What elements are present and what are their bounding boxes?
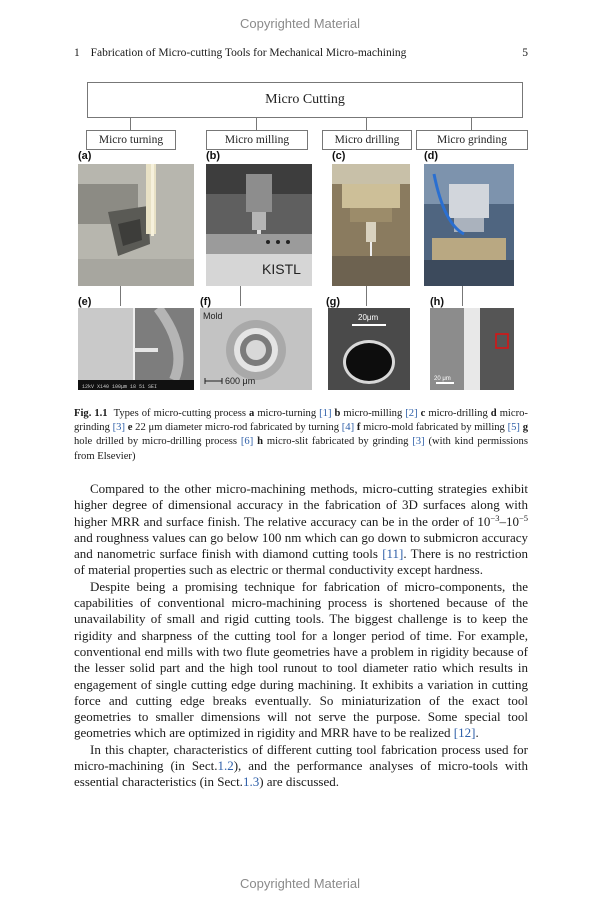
drilling-machine-illustration bbox=[332, 164, 410, 286]
mold-scale-text: 600 μm bbox=[225, 376, 256, 386]
caption-letter: c bbox=[420, 408, 426, 419]
drilled-hole-illustration bbox=[328, 308, 410, 390]
text-run: and roughness values can go below 100 nm which can go down to submicron accuracy and nanometric surface finish with diamond cutting tools bbox=[74, 529, 528, 562]
panel-label-a: (a) bbox=[78, 150, 92, 162]
connector bbox=[240, 286, 241, 306]
category-micro-drilling: Micro drilling bbox=[322, 130, 412, 150]
body-text bbox=[74, 481, 528, 791]
photo-drilled-hole bbox=[328, 308, 410, 390]
micro-slit-illustration bbox=[430, 308, 514, 390]
section-link[interactable]: 1.2 bbox=[217, 758, 234, 774]
citation-link[interactable]: [2] bbox=[405, 408, 418, 419]
caption-text: micro-turning bbox=[257, 408, 317, 419]
caption-text: micro-drilling bbox=[428, 408, 488, 419]
caption-letter: b bbox=[334, 408, 341, 419]
photo-micro-rod bbox=[78, 308, 194, 390]
sem-scalebar-text: 12kV X140 100μm 18 51 SEI bbox=[82, 384, 158, 390]
citation-link[interactable]: [3] bbox=[412, 436, 425, 448]
text-run: In this chapter, characteristics of different cutting tool fabrication process used for micro-machining (in Sect. bbox=[74, 741, 528, 774]
superscript: −5 bbox=[518, 512, 528, 523]
micro-mold-illustration bbox=[200, 308, 312, 390]
text-run: Despite being a promising technique for fabrication of micro-components, the capabilities of conventional micro-machining process is shortened because of the unavailability of small and rigid cutting tools. The biggest challenge is to keep the rigidity and sharpness of the cutting tool for a longer period of time. For example, conventional end mills with two flute geometries have a problem in rigidity because of the lesser solid part and the high tool runout to tool diameter ratio which results in engagement of single cutting edge during machining. It exhibits a variation in cutting force and cutting edge breaks eventually. So miniaturization of the exact tool geometries to smaller dimensions will not serve the purpose. Some special tool geometries which are optimized in rigidity and MRR have to be realized bbox=[74, 578, 528, 741]
milling-machine-illustration bbox=[206, 164, 312, 286]
citation-link[interactable]: [11] bbox=[382, 546, 404, 562]
caption-letter: f bbox=[356, 422, 361, 434]
text-run: ) are discussed. bbox=[259, 774, 339, 790]
caption-text: micro-grinding bbox=[74, 408, 528, 434]
text-run: . bbox=[475, 725, 479, 741]
photo-micro-drilling bbox=[332, 164, 410, 286]
photo-micro-mold bbox=[200, 308, 312, 390]
caption-text: micro-slit fabricated by grinding bbox=[266, 436, 409, 448]
connector bbox=[366, 117, 367, 130]
panel-label-g: (g) bbox=[326, 296, 341, 308]
caption-text: micro-milling bbox=[343, 408, 403, 419]
grinding-machine-illustration bbox=[424, 164, 514, 286]
photo-micro-slit bbox=[430, 308, 514, 390]
caption-letter: a bbox=[249, 408, 255, 419]
section-link[interactable]: 1.3 bbox=[242, 774, 260, 790]
micro-cutting-box: Micro Cutting bbox=[87, 82, 523, 118]
caption-letter: g bbox=[522, 422, 528, 434]
superscript: −3 bbox=[490, 512, 500, 523]
caption-letter: h bbox=[257, 436, 264, 448]
category-micro-milling: Micro milling bbox=[206, 130, 308, 150]
connector bbox=[130, 117, 131, 130]
citation-link[interactable]: [6] bbox=[240, 436, 254, 448]
connector bbox=[471, 117, 472, 130]
paragraph bbox=[74, 742, 528, 791]
panel-label-c: (c) bbox=[332, 150, 346, 162]
slit-scale-text: 20 μm bbox=[434, 376, 451, 382]
caption-text: hole drilled by micro-drilling process bbox=[74, 436, 238, 448]
text-run: Compared to the other micro-machining methods, micro-cutting strategies exhibit higher degree of dimensional accuracy in the fabrication of 3D surfaces along with higher MRR and surface finish. The relative accuracy can be in the order of 10 bbox=[74, 481, 528, 529]
hole-scale-text: 20μm bbox=[358, 313, 379, 322]
connector bbox=[120, 286, 121, 306]
caption-letter: e bbox=[127, 422, 133, 434]
citation-link[interactable]: [3] bbox=[112, 422, 125, 434]
caption-text: 22 μm diameter micro-rod fabricated by turning bbox=[135, 422, 340, 434]
citation-link[interactable]: [5] bbox=[507, 422, 520, 434]
photo-micro-grinding bbox=[424, 164, 514, 286]
panel-label-h: (h) bbox=[430, 296, 445, 308]
text-run: –10 bbox=[499, 513, 519, 529]
connector bbox=[256, 117, 257, 130]
text-run: ), and the performance analyses of micro-tools with essential characteristics (in Sect. bbox=[74, 758, 528, 790]
photo-micro-turning bbox=[78, 164, 194, 286]
category-micro-grinding: Micro grinding bbox=[416, 130, 528, 150]
chapter-number: 1 bbox=[74, 47, 80, 59]
citation-link[interactable]: [12] bbox=[453, 725, 476, 741]
watermark-bottom: Copyrighted Material bbox=[240, 876, 360, 891]
connector bbox=[366, 286, 367, 306]
figure-caption bbox=[74, 407, 528, 464]
caption-label: Fig. 1.1 bbox=[74, 408, 108, 419]
connector bbox=[462, 286, 463, 306]
caption-letter: d bbox=[490, 408, 497, 419]
category-micro-turning: Micro turning bbox=[86, 130, 176, 150]
kistler-brand-text: KISTL bbox=[262, 261, 301, 277]
caption-text: Types of micro-cutting process bbox=[113, 408, 247, 419]
chapter-title: Fabrication of Micro-cutting Tools for Mechanical Micro-machining bbox=[90, 47, 407, 59]
caption-text: (with kind permissions from Elsevier) bbox=[74, 436, 528, 462]
turning-tool-illustration bbox=[78, 164, 194, 286]
photo-micro-milling bbox=[206, 164, 312, 286]
citation-link[interactable]: [1] bbox=[319, 408, 332, 419]
panel-label-b: (b) bbox=[206, 150, 221, 162]
caption-text: micro-mold fabricated by milling bbox=[363, 422, 505, 434]
watermark-top: Copyrighted Material bbox=[240, 16, 360, 31]
panel-label-d: (d) bbox=[424, 150, 439, 162]
paragraph bbox=[74, 579, 528, 742]
citation-link[interactable]: [4] bbox=[341, 422, 355, 434]
sem-micro-rod-illustration bbox=[78, 308, 194, 390]
mold-label: Mold bbox=[203, 311, 223, 321]
page-number: 5 bbox=[522, 47, 528, 59]
figure-1-1 bbox=[0, 0, 600, 400]
paragraph bbox=[74, 481, 528, 579]
text-run: . There is no restriction of material properties such as electric or thermal conductivity except hardness. bbox=[74, 546, 528, 578]
panel-label-e: (e) bbox=[78, 296, 92, 308]
panel-label-f: (f) bbox=[200, 296, 211, 308]
